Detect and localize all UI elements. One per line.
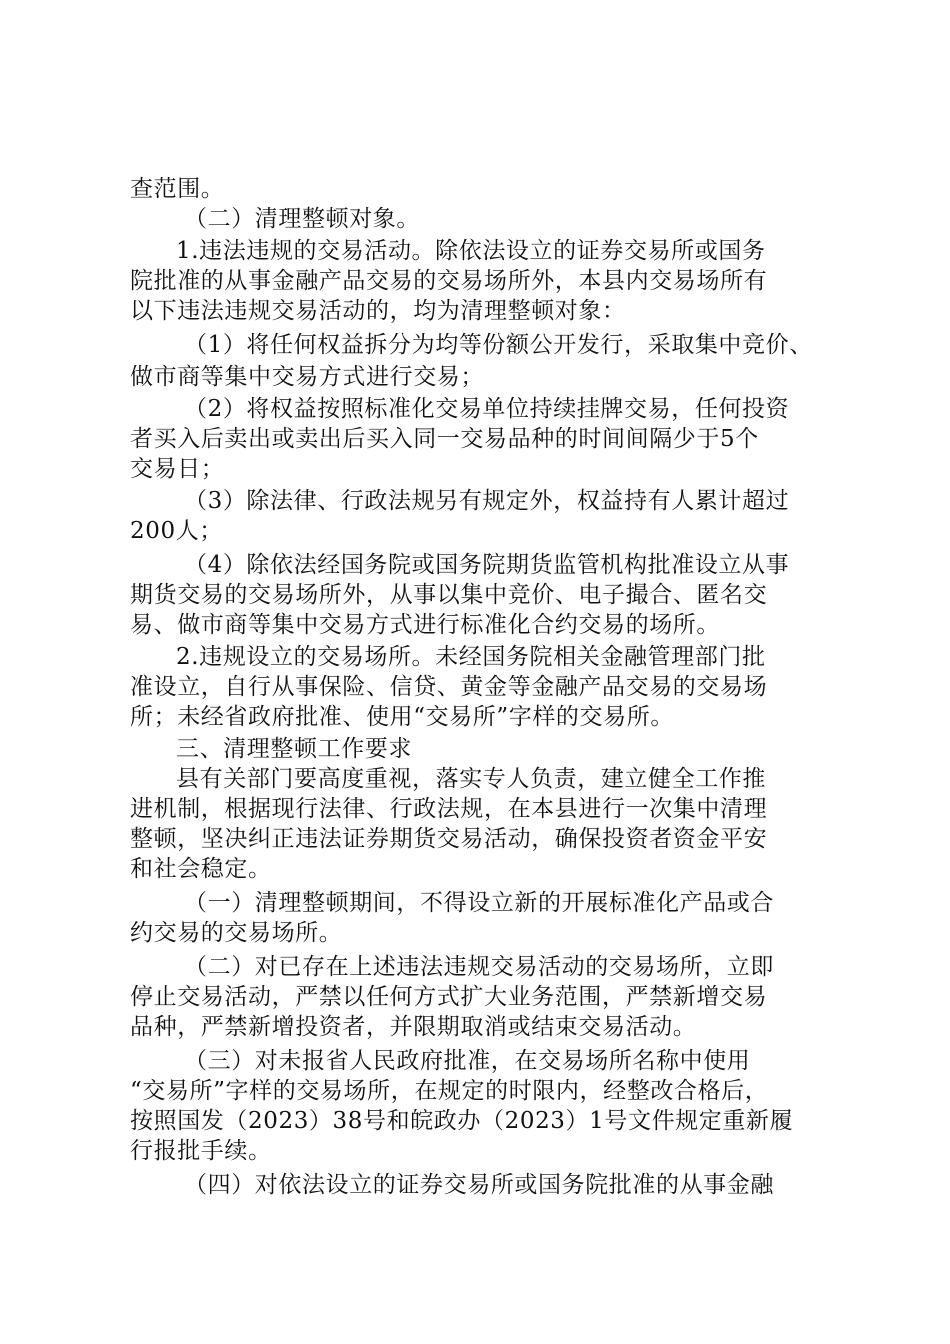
text-line: （四）对依法设立的证券交易所或国务院批准的从事金融 xyxy=(184,1172,774,1198)
text-line: 期货交易的交易场所外，从事以集中竞价、电子撮合、匿名交 xyxy=(130,582,768,608)
text-line: 者买入后卖出或卖出后买入同一交易品种的时间间隔少于5个 xyxy=(130,426,759,452)
text-line: （二）对已存在上述违法违规交易活动的交易场所，立即 xyxy=(184,954,774,980)
section-heading: 三、清理整顿工作要求 xyxy=(176,736,412,762)
text-line: （3）除法律、行政法规另有规定外，权益持有人累计超过 xyxy=(184,488,790,514)
text-line: 约交易的交易场所。 xyxy=(130,920,343,946)
text-line: 所；未经省政府批准、使用“交易所”字样的交易所。 xyxy=(130,704,674,730)
text-line: 县有关部门要高度重视，落实专人负责，建立健全工作推 xyxy=(176,766,766,792)
text-line: 和社会稳定。 xyxy=(130,856,272,882)
text-line: （1）将任何权益拆分为均等份额公开发行，采取集中竞价、 xyxy=(184,332,813,358)
text-line: 2.违规设立的交易场所。未经国务院相关金融管理部门批 xyxy=(176,644,766,670)
text-line: 做市商等集中交易方式进行交易； xyxy=(130,364,484,390)
text-line: “交易所”字样的交易场所，在规定的时限内，经整改合格后， xyxy=(130,1078,769,1104)
text-line: （一）清理整顿期间，不得设立新的开展标准化产品或合 xyxy=(184,890,774,916)
text-line: （三）对未报省人民政府批准，在交易场所名称中使用 xyxy=(184,1048,751,1074)
text-line: 准设立，自行从事保险、信贷、黄金等金融产品交易的交易场 xyxy=(130,674,768,700)
text-line: 易、做市商等集中交易方式进行标准化合约交易的场所。 xyxy=(130,612,720,638)
text-line: 200人； xyxy=(130,518,223,544)
text-line: 行报批手续。 xyxy=(130,1138,272,1164)
text-line: 按照国发（2023）38号和皖政办（2023）1号文件规定重新履 xyxy=(130,1108,794,1134)
text-line: 品种，严禁新增投资者，并限期取消或结束交易活动。 xyxy=(130,1014,697,1040)
text-line: 以下违法违规交易活动的，均为清理整顿对象： xyxy=(130,298,626,324)
text-line: 进机制，根据现行法律、行政法规，在本县进行一次集中清理 xyxy=(130,796,768,822)
text-line: 院批准的从事金融产品交易的交易场所外，本县内交易场所有 xyxy=(130,268,768,294)
text-line: 交易日； xyxy=(130,456,225,482)
text-line: （2）将权益按照标准化交易单位持续挂牌交易，任何投资 xyxy=(184,396,790,422)
text-line: 停止交易活动，严禁以任何方式扩大业务范围，严禁新增交易 xyxy=(130,984,768,1010)
text-line: 整顿，坚决纠正违法证券期货交易活动，确保投资者资金平安 xyxy=(130,826,768,852)
text-line: 查范围。 xyxy=(130,176,225,202)
text-line: 1.违法违规的交易活动。除依法设立的证券交易所或国务 xyxy=(176,238,766,264)
text-line: （4）除依法经国务院或国务院期货监管机构批准设立从事 xyxy=(184,552,790,578)
section-heading: （二）清理整顿对象。 xyxy=(184,206,420,232)
